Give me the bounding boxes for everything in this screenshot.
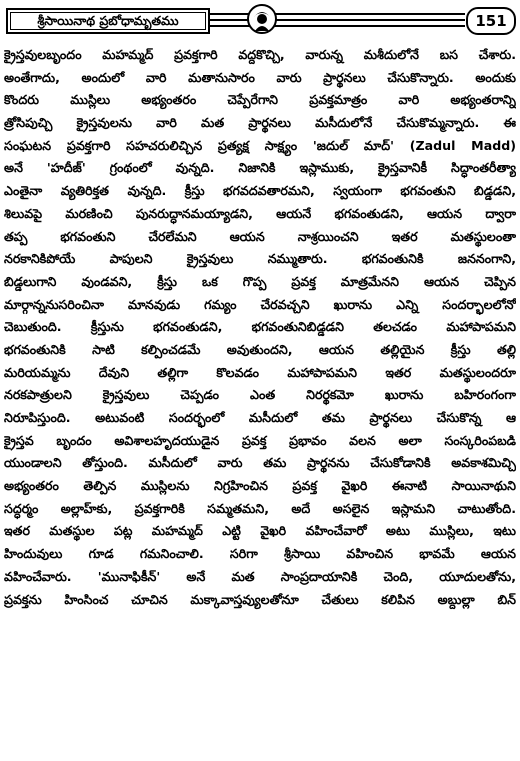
text-line: క్రైస్తవ బృందం అవిశాలహృదయుడైన ప్రవక్త ప్రభావం వలన అలా సంస్కరింపబడి — [4, 432, 516, 448]
text-line: వహించేవారు. 'మునాఫికీన్' అనే మత సాంప్రదాయానికి చెంది, యూదులతోను, — [4, 568, 516, 584]
text-line: సద్ధర్మం అల్లాహ్‌కు, ప్రవక్తగారికి సమ్మతమని, అదే అసలైన ఇస్లామని చాటుతోంది. — [4, 500, 516, 516]
text-line: అభ్యంతరం తెల్పిన ముస్లిలను నిగ్రహించిన ప్రవక్త వైఖరి ఈనాటి సాయినాథుని — [4, 478, 516, 494]
text-line: ఇతర మతస్థుల పట్ల మహమ్మద్ ఎట్టి వైఖరి వహించేవారో అటు ముస్లిలు, ఇటు — [4, 523, 516, 539]
text-line: ప్రవక్తను హింసించ చూచిన మక్కావాస్తవ్యులతోనూ చేతులు కలిపిన అబ్దుల్లా బిన్ — [4, 591, 516, 607]
text-line: భగవంతునికి సాటి కల్పించడమే అవుతుందని, ఆయన తల్లియైన క్రీస్తు తల్లి — [4, 341, 516, 357]
running-title: శ్రీసాయినాథ ప్రబోధామృతము — [6, 8, 210, 34]
text-line: మరియమ్మను దేవుని తల్లిగా కొలవడం మహాపాపమని ఇతర మతస్థులందరూ — [4, 364, 516, 380]
body-text — [4, 44, 516, 611]
text-line: తప్ప భగవంతుని చేరలేమని ఆయన నాశ్రయించని ఇతర మతస్థులంతా — [4, 228, 516, 244]
text-line: అంతేగాదు, అందులో వారి మతానుసారం వారు ప్రార్థనలు చేసుకొన్నారు. అందుకు — [4, 69, 516, 85]
text-line: త్రోసిపుచ్చి క్రైస్తవులను వారి మత ప్రార్థనలు మసీదులోనే చేసుకొమ్మన్నారు. ఈ — [4, 115, 516, 131]
page-number: 151 — [466, 7, 516, 35]
text-line: శిలువపై మరణించి పునరుద్ధానమయ్యాడని, ఆయనే భగవంతుడని, ఆయన ద్వారా — [4, 205, 516, 221]
text-line: మార్గాన్ననుసరించినా మానవుడు గమ్యం చేరవచ్చని ఖురాను ఎన్ని సందర్భాలలోనో — [4, 296, 516, 312]
text-line: నరకానికిపోయే పాపులని క్రైస్తవులు నమ్ముతారు. భగవంతునికి జననంగాని, — [4, 251, 516, 267]
page-header — [4, 4, 516, 38]
text-line: హిందువులు గూడ గమనించాలి. సరిగా శ్రీసాయి వహించిన భావమే ఆయన — [4, 546, 516, 562]
text-line: యుండాలని తోస్తుంది. మసీదులో వారు తమ ప్రార్థనను చేసుకోడానికి అవకాశమిచ్చి — [4, 455, 516, 471]
text-line: నరకపాత్రులని క్రైస్తవులు చెప్పడం ఎంత నిరర్థకమో ఖురాను బహిరంగంగా — [4, 387, 516, 403]
text-line: చెబుతుంది. క్రీస్తును భగవంతుడని, భగవంతునిబిడ్డడని తలచడం మహాపాపమని — [4, 319, 516, 335]
text-line: అనే 'హదీజ్' గ్రంథంలో వున్నది. నిజానికి ఇస్లాముకు, క్రైస్తవానికీ సిద్ధాంతరీత్యా — [4, 160, 516, 176]
text-line: క్రైస్తవులబృందం మహమ్మద్ ప్రవక్తగారి వద్దకొచ్చి, వారున్న మశీదులోనే బస చేశారు. — [4, 47, 516, 62]
saint-portrait-icon — [247, 4, 277, 34]
text-line: సంఘటన ప్రవక్తగారి సహచరులిచ్చిన ప్రత్యక్ష సాక్ష్యం 'జదుల్ మాద్' (Zadul Madd) — [4, 137, 516, 153]
text-line: బిడ్డలుగాని వుండవని, క్రీస్తు ఒక గొప్ప ప్రవక్త మాత్రమేనని ఆయన చెప్పిన — [4, 273, 516, 289]
text-line: కొందరు ముస్లిలు అభ్యంతరం చెప్పేరేగాని ప్రవక్తమాత్రం వారి అభ్యంతరాన్ని — [4, 92, 516, 108]
text-line: ఎంతైనా వ్యతిరిక్తత వున్నది. క్రీస్తు భగవదవతారమని, స్వయంగా భగవంతుని బిడ్డడని, — [4, 183, 516, 199]
text-line: నిరూపిస్తుంది. అటువంటి సందర్భంలో మసీదులో తమ ప్రార్థనలు చేసుకొన్న ఆ — [4, 410, 516, 425]
